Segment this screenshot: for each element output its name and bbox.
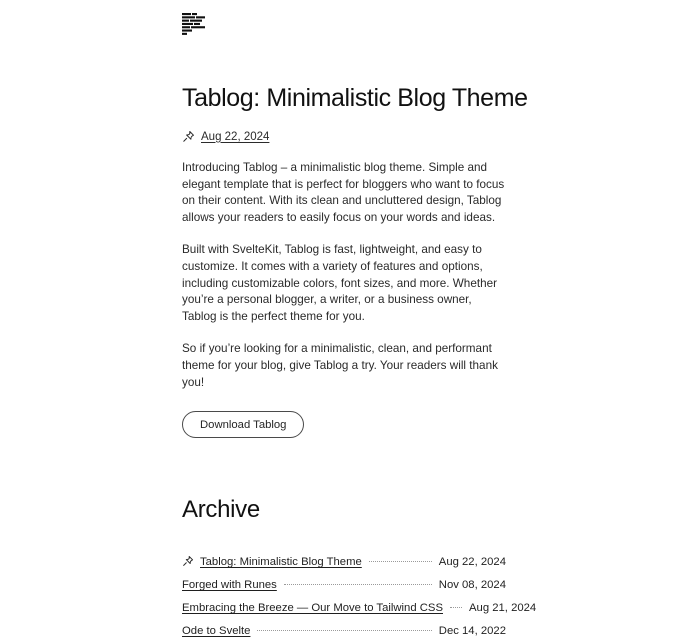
archive-item-left — [182, 624, 250, 639]
archive-item-link[interactable]: Tablog: Minimalistic Blog Theme — [200, 556, 362, 569]
archive-item-left — [182, 553, 362, 570]
archive-item-left — [182, 601, 443, 616]
pin-icon — [182, 130, 195, 143]
archive-item-link[interactable]: Ode to Svelte — [182, 625, 251, 638]
archive-heading: Archive — [182, 496, 260, 524]
list-item[interactable] — [182, 620, 506, 643]
archive-item-link[interactable]: Forged with Runes — [182, 579, 277, 592]
dotted-leader — [257, 630, 431, 631]
download-tablog-button[interactable]: Download Tablog — [182, 411, 304, 438]
dotted-leader — [450, 607, 462, 608]
archive-item-left — [182, 578, 277, 593]
archive-item-date: Nov 08, 2024 — [438, 579, 506, 592]
list-item[interactable] — [182, 549, 506, 574]
archive-item-date: Aug 22, 2024 — [438, 556, 506, 569]
dotted-leader — [284, 584, 432, 585]
page-title: Tablog: Minimalistic Blog Theme — [182, 84, 528, 112]
archive-list — [182, 549, 537, 643]
post-paragraph: Built with SvelteKit, Tablog is fast, lightweight, and easy to customize. It comes with a variety of features and options, including customizable colors, font sizes, and more. Whether you’re a personal blogger, a writer, or a business owner, Tablog is the perfect theme for you. — [182, 243, 498, 323]
pin-icon — [182, 555, 195, 568]
content-container — [182, 0, 537, 643]
archive-section — [182, 496, 537, 643]
archive-item-link[interactable]: Embracing the Breeze — Our Move to Tailwind CSS — [182, 602, 443, 615]
post-paragraph: Introducing Tablog – a minimalistic blog theme. Simple and elegant template that is perfect for bloggers who want to focus on their content. With its clean and uncluttered design, Tablog allows your readers to easily focus on your words and ideas. — [182, 161, 505, 224]
list-item[interactable] — [182, 597, 537, 620]
list-item[interactable] — [182, 574, 506, 597]
archive-item-date: Aug 21, 2024 — [469, 602, 537, 615]
site-logo-link[interactable] — [182, 0, 506, 39]
dotted-leader — [369, 561, 432, 562]
post-paragraph: So if you’re looking for a minimalistic, clean, and performant theme for your blog, give Tablog a try. Your readers will thank you! — [182, 342, 498, 389]
post-meta — [182, 130, 506, 143]
tablog-logo — [182, 13, 208, 37]
post-date-link[interactable]: Aug 22, 2024 — [201, 130, 270, 143]
post-body — [182, 160, 506, 391]
archive-item-date: Dec 14, 2022 — [438, 625, 506, 638]
